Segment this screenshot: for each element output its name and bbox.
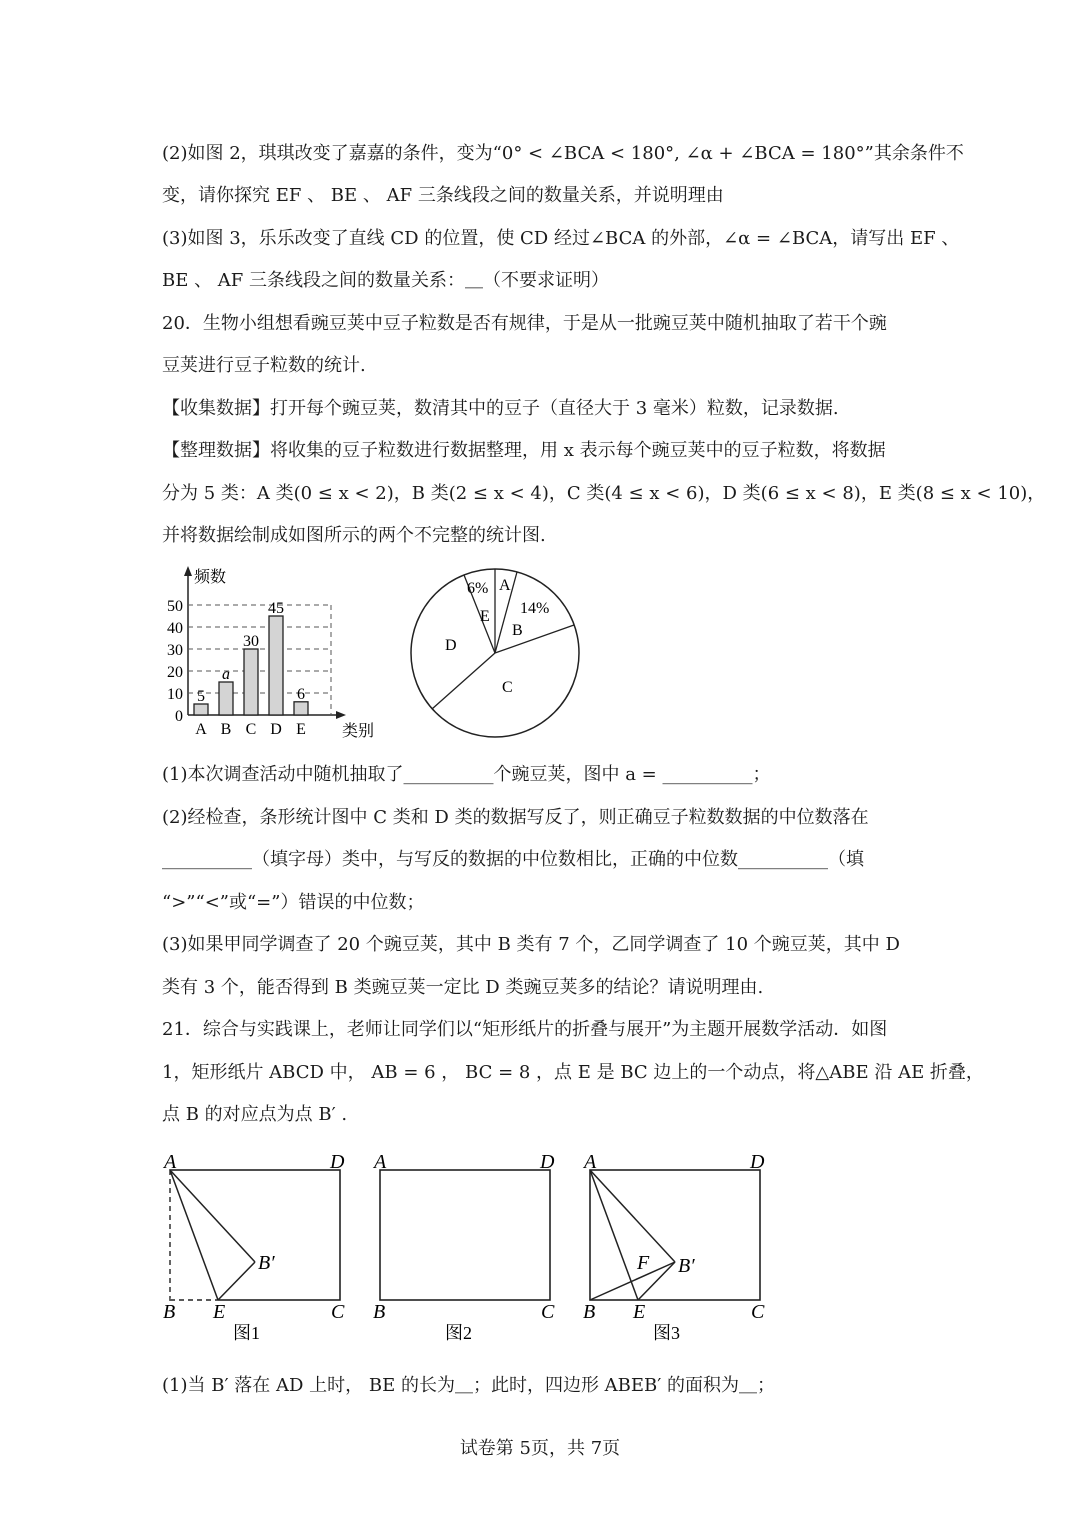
bar-ytick-label: 40 — [167, 620, 183, 637]
bar-value-label-d: 45 — [268, 600, 284, 617]
bar-chart-yticks — [167, 598, 183, 725]
q21-stem-line2: 1，矩形纸片 ABCD 中， AB = 6 ， BC = 8 ，点 E 是 BC 边上的一个动点，将△ABE 沿 AE 折叠， — [162, 1062, 984, 1083]
bar-ytick-label: 20 — [167, 664, 183, 681]
q20-collect-data: 【收集数据】打开每个豌豆荚，数清其中的豆子（直径大于 3 毫米）粒数，记录数据. — [162, 398, 839, 419]
figure-1 — [162, 1151, 345, 1343]
fig3-label-a: A — [584, 1151, 597, 1173]
bar-chart-ylabel: 频数 — [194, 569, 227, 586]
fig2-label-a: A — [374, 1151, 387, 1173]
bar-chart-xlabel: 类别 — [342, 723, 375, 740]
fig1-label-a: A — [164, 1151, 177, 1173]
bar-category-label-a: A — [195, 721, 207, 738]
q19-part3-line1: (3)如图 3，乐乐改变了直线 CD 的位置，使 CD 经过∠BCA 的外部，∠α = ∠BCA，请写出 EF 、 — [162, 228, 960, 249]
q21-stem-line1: 21．综合与实践课上，老师让同学们以“矩形纸片的折叠与展开”为主题开展数学活动．如图 — [162, 1019, 888, 1040]
bar-chart-bars — [194, 616, 308, 715]
q20-sub3-line1: (3)如果甲同学调查了 20 个豌豆荚，其中 B 类有 7 个，乙同学调查了 10 个豌豆荚，其中 D — [162, 934, 900, 955]
bar-category-label-c: C — [245, 721, 257, 738]
bar-category-label-e: E — [296, 721, 306, 738]
bar-chart-grid — [188, 605, 331, 715]
fig3-label-b: B — [583, 1301, 596, 1323]
bar-value-label-c: 30 — [243, 633, 259, 650]
q21-stem-line3: 点 B 的对应点为点 B′ . — [162, 1104, 348, 1125]
q20-organize-line1: 【整理数据】将收集的豆子粒数进行数据整理，用 x 表示每个豌豆荚中的豆子粒数，将数据 — [162, 440, 886, 461]
page-footer: 试卷第 5页，共 7页 — [459, 1438, 621, 1459]
fig1-label-d: D — [330, 1151, 345, 1173]
bar-chart-xticks — [195, 721, 306, 738]
bar-category-label-b: B — [220, 721, 232, 738]
q20-sub1: (1)本次调查活动中随机抽取了__________个豌豆荚，图中 a = __________； — [162, 764, 771, 785]
fig2-label-c: C — [541, 1301, 555, 1323]
fig1-label-bprime: B′ — [258, 1252, 275, 1274]
pie-label-e: E — [480, 608, 490, 625]
bar-ytick-label: 30 — [167, 642, 183, 659]
fig3-label-e: E — [633, 1301, 646, 1323]
q19-part2-line2: 变，请你探究 EF 、 BE 、 AF 三条线段之间的数量关系，并说明理由 — [162, 185, 724, 206]
pie-label-b: B — [512, 622, 523, 639]
q20-stem-line2: 豆荚进行豆子粒数的统计. — [162, 355, 366, 376]
bar-value-label-e: 6 — [297, 685, 305, 703]
fig1-caption: 图1 — [233, 1323, 260, 1343]
pie-label-c: C — [502, 679, 513, 696]
figure-3 — [582, 1151, 765, 1343]
q20-sub3-line2: 类有 3 个，能否得到 B 类豌豆荚一定比 D 类豌豆荚多的结论？请说明理由. — [162, 977, 764, 998]
bar-ytick-label: 10 — [167, 686, 183, 703]
pie-label-a: A — [499, 577, 511, 594]
bar-a — [194, 704, 208, 715]
q20-sub2-line3: “>”“<”或“=”）错误的中位数； — [162, 892, 425, 913]
bar-ytick-label: 50 — [167, 598, 183, 615]
pie-label-e-percent: 6% — [467, 580, 489, 597]
q19-part2-line1: (2)如图 2，琪琪改变了嘉嘉的条件，变为“0° < ∠BCA < 180°, ∠α + ∠BCA = 180°”其余条件不 — [162, 143, 964, 164]
bar-ytick-label: 0 — [175, 708, 183, 725]
bar-value-label-b: a — [222, 666, 230, 683]
bar-chart-axes — [184, 566, 346, 719]
fig3-label-c: C — [751, 1301, 765, 1323]
q20-sub2-line2: __________（填字母）类中，与写反的数据的中位数相比，正确的中位数__________（填 — [162, 849, 864, 870]
fig3-caption: 图3 — [653, 1323, 680, 1343]
q20-sub2-line1: (2)经检查，条形统计图中 C 类和 D 类的数据写反了，则正确豆子粒数数据的中位数落在 — [162, 807, 869, 828]
bar-b — [219, 682, 233, 715]
bar-c — [244, 649, 258, 715]
rectangle-folding-figures — [155, 1145, 785, 1355]
q20-stem-line1: 20．生物小组想看豌豆荚中豆子粒数是否有规律，于是从一批豌豆荚中随机抽取了若干个豌 — [162, 313, 887, 334]
q21-sub1: (1)当 B′ 落在 AD 上时， BE 的长为＿；此时，四边形 ABEB′ 的面积为＿； — [162, 1375, 776, 1396]
pie-label-b-percent: 14% — [520, 600, 550, 617]
fig2-caption: 图2 — [445, 1323, 472, 1343]
bar-value-label-a: 5 — [197, 688, 205, 705]
fig2-label-b: B — [373, 1301, 386, 1323]
figure-2 — [372, 1151, 555, 1343]
fig3-label-d: D — [750, 1151, 765, 1173]
bar-d — [269, 616, 283, 715]
bar-e — [294, 702, 308, 715]
bar-category-label-d: D — [270, 721, 282, 738]
q19-part3-line2: BE 、 AF 三条线段之间的数量关系：＿（不要求证明） — [162, 270, 610, 291]
fig3-label-bprime: B′ — [678, 1255, 695, 1277]
category-pie-chart — [405, 563, 585, 743]
fig1-label-c: C — [331, 1301, 345, 1323]
fig2-label-d: D — [540, 1151, 555, 1173]
q20-organize-line3: 并将数据绘制成如图所示的两个不完整的统计图. — [162, 525, 546, 546]
q20-organize-line2: 分为 5 类：A 类(0 ≤ x < 2)，B 类(2 ≤ x < 4)，C 类(4 ≤ x < 6)，D 类(6 ≤ x < 8)，E 类(8 ≤ x < 10)， — [162, 483, 1046, 504]
frequency-bar-chart — [150, 560, 400, 750]
fig3-label-f: F — [637, 1252, 650, 1274]
fig1-label-b: B — [163, 1301, 176, 1323]
fig1-label-e: E — [213, 1301, 226, 1323]
pie-label-d: D — [445, 637, 457, 654]
